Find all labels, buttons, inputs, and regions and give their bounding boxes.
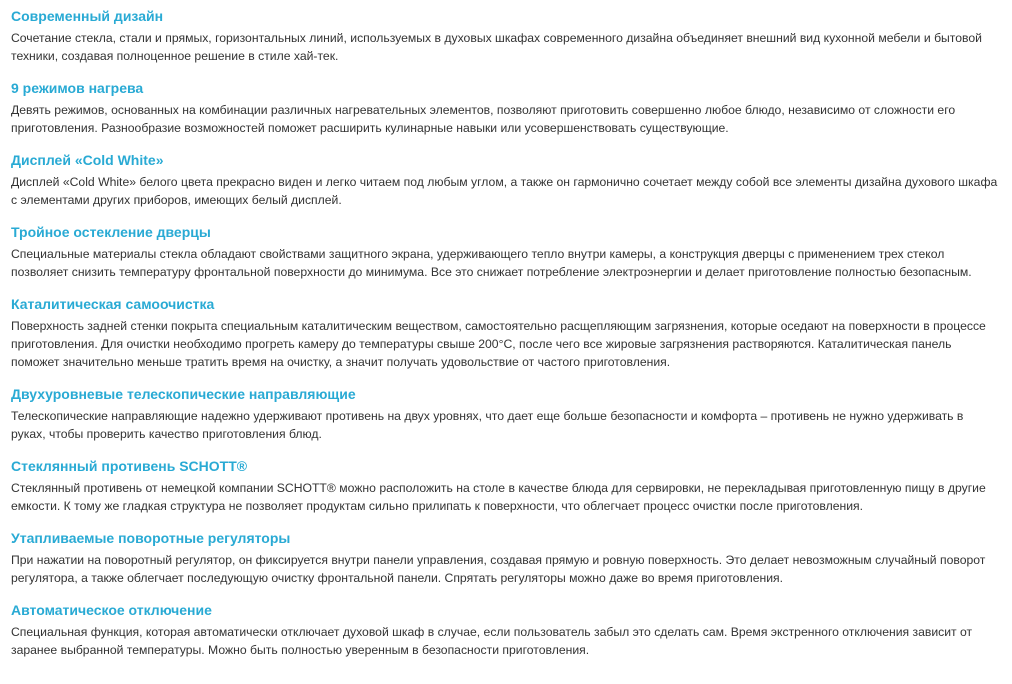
feature-modern-design: [11, 6, 1000, 65]
feature-title: 9 режимов нагрева: [11, 80, 144, 96]
feature-description: Девять режимов, основанных на комбинации различных нагревательных элементов, позволяют приготовить совершенно любое блюдо, независимо от сложности его приготовления. Разнообразие возможностей поможет расширить кулинарные навыки или усовершенствовать существующие.: [11, 103, 956, 135]
feature-description: Специальная функция, которая автоматически отключает духовой шкаф в случае, если пользователь забыл это сделать сам. Время экстренного отключения зависит от заранее выбранной температуры. Можно быть полностью уверенным в безопасности приготовления.: [11, 625, 973, 657]
feature-description: Стеклянный противень от немецкой компании SCHOTT® можно расположить на столе в качестве блюда для сервировки, не перекладывая приготовленную пищу в другие емкости. К тому же гладкая структура не позволяет продуктам сильно прилипать к поверхности, что облегчает процесс очистки после приготовления.: [11, 481, 986, 513]
feature-title: Утапливаемые поворотные регуляторы: [11, 530, 291, 546]
feature-description: При нажатии на поворотный регулятор, он фиксируется внутри панели управления, создавая прямую и ровную поверхность. Это делает невозможным случайный поворот регулятора, а также облегчает последующую очистку фронтальной панели. Спрятать регуляторы можно даже во время приготовления.: [11, 553, 986, 585]
feature-title: Тройное остекление дверцы: [11, 224, 211, 240]
feature-description: Сочетание стекла, стали и прямых, горизонтальных линий, используемых в духовых шкафах современного дизайна объединяет внешний вид кухонной мебели и бытовой техники, создавая полноценное решение в стиле хай-тек.: [11, 31, 982, 63]
feature-triple-glazing: [11, 222, 1000, 281]
feature-title: Стеклянный противень SCHOTT®: [11, 458, 248, 474]
feature-description: Телескопические направляющие надежно удерживают противень на двух уровнях, что дает еще больше безопасности и комфорта – противень не нужно удерживать в руках, чтобы проверить качество приготовления блюд.: [11, 409, 964, 441]
feature-telescopic-rails: [11, 384, 1000, 443]
feature-auto-shutoff: [11, 600, 1000, 659]
feature-title: Автоматическое отключение: [11, 602, 212, 618]
feature-title: Двухуровневые телескопические направляющие: [11, 386, 356, 402]
feature-description: Специальные материалы стекла обладают свойствами защитного экрана, удерживающего тепло внутри камеры, а конструкция дверцы с применением трех стекол позволяет снизить температуру фронтальной поверхности до минимума. Все это снижает потребление электроэнергии и делает приготовление полностью безопасным.: [11, 247, 972, 279]
feature-description: Поверхность задней стенки покрыта специальным каталитическим веществом, самостоятельно расщепляющим загрязнения, которые оседают на поверхности в процессе приготовления. Для очистки необходимо прогреть камеру до температуры свыше 200°С, после чего все жировые загрязнения растворяются. Каталитическая панель поможет значительно меньше тратить время на очистку, а значит получать удовольствие от частого приготовления.: [11, 319, 986, 369]
feature-title: Дисплей «Cold White»: [11, 152, 164, 168]
feature-description: Дисплей «Cold White» белого цвета прекрасно виден и легко читаем под любым углом, а также он гармонично сочетает между собой все элементы дизайна духового шкафа с элементами других приборов, имеющих белый дисплей.: [11, 175, 998, 207]
feature-title: Современный дизайн: [11, 8, 164, 24]
feature-recessed-knobs: [11, 528, 1000, 587]
feature-catalytic-cleaning: [11, 294, 1000, 371]
feature-glass-tray: [11, 456, 1000, 515]
feature-title: Каталитическая самоочистка: [11, 296, 215, 312]
feature-cold-white-display: [11, 150, 1000, 209]
feature-heating-modes: [11, 78, 1000, 137]
